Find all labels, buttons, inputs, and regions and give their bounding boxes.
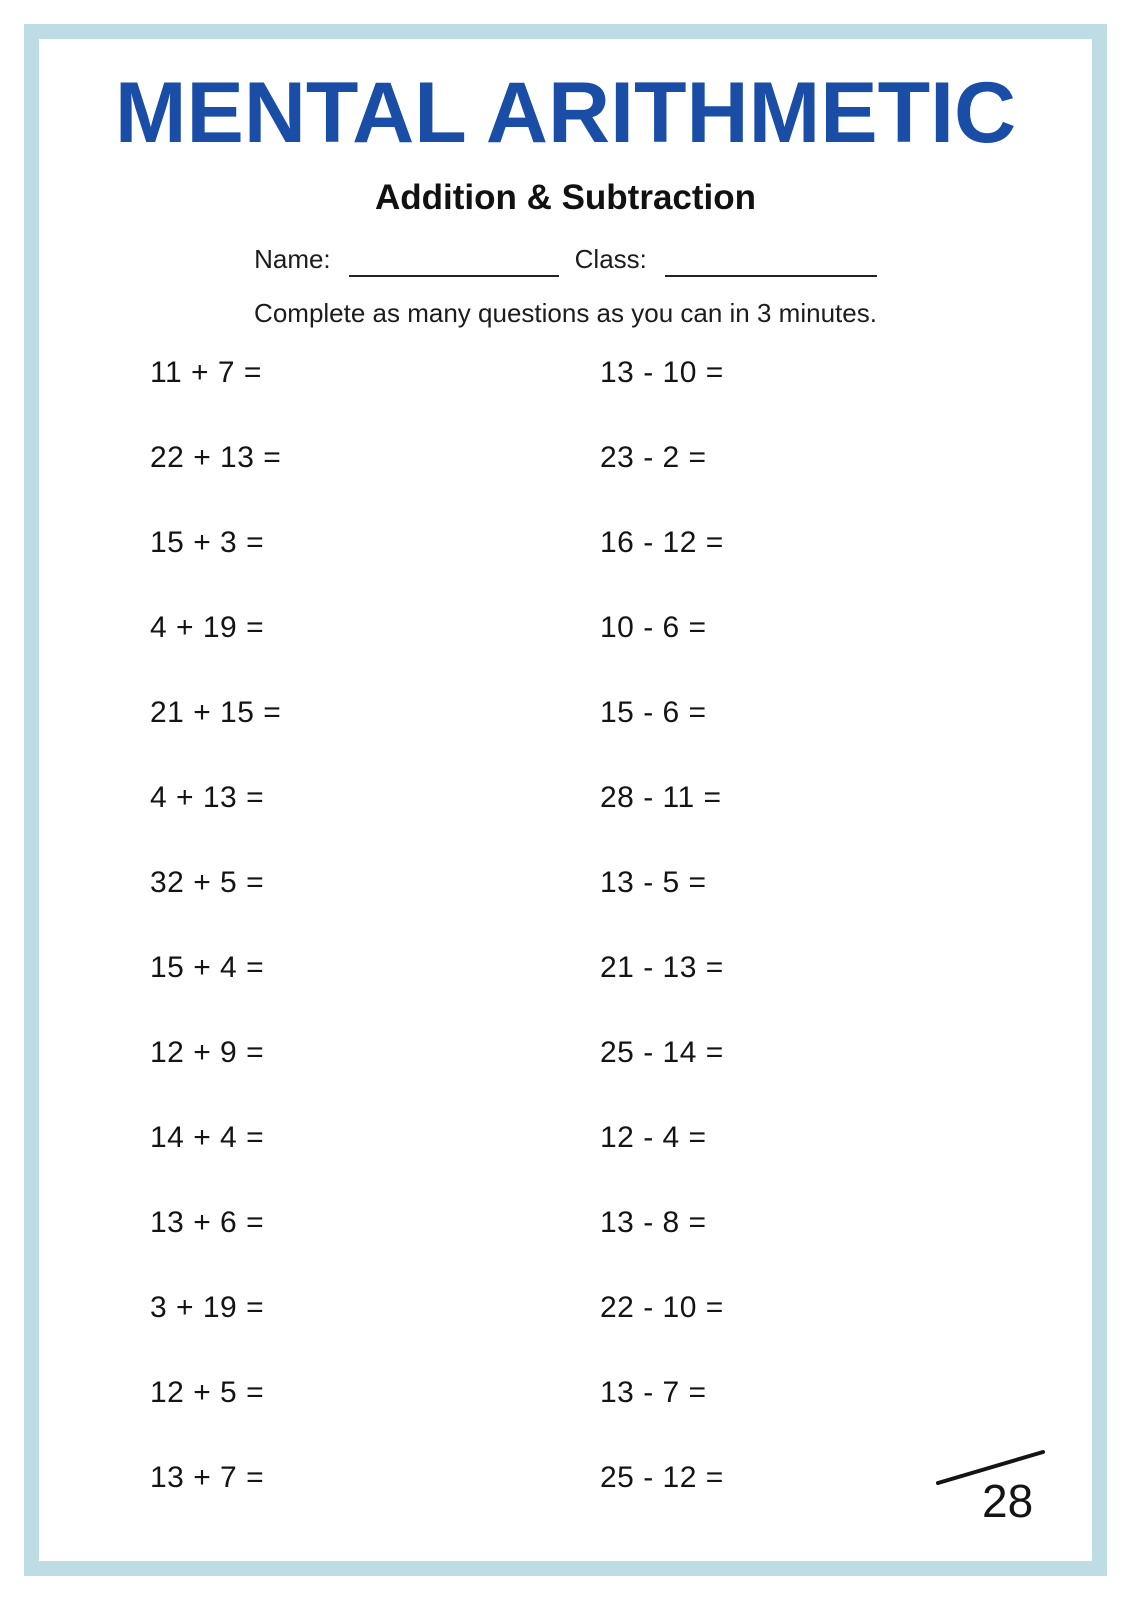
problem-left-4: 4 + 19 = xyxy=(150,610,265,644)
problem-left-10: 14 + 4 = xyxy=(150,1120,265,1154)
class-label: Class: xyxy=(574,244,647,274)
problem-left-11: 13 + 6 = xyxy=(150,1205,265,1239)
score-total: 28 xyxy=(982,1475,1034,1527)
problems-grid xyxy=(150,330,1051,1520)
problem-right-9: 25 - 14 = xyxy=(600,1035,724,1069)
problem-left-13: 12 + 5 = xyxy=(150,1375,265,1409)
problem-left-7: 32 + 5 = xyxy=(150,865,265,899)
score-mark xyxy=(930,1440,1060,1530)
problem-right-7: 13 - 5 = xyxy=(600,865,707,899)
problem-right-5: 15 - 6 = xyxy=(600,695,707,729)
problem-right-1: 13 - 10 = xyxy=(600,355,724,389)
problem-right-11: 13 - 8 = xyxy=(600,1205,707,1239)
problem-right-3: 16 - 12 = xyxy=(600,525,724,559)
page-subtitle: Addition & Subtraction xyxy=(374,178,757,217)
problem-right-2: 23 - 2 = xyxy=(600,440,707,474)
problem-right-4: 10 - 6 = xyxy=(600,610,707,644)
name-class-row xyxy=(0,244,1131,277)
problem-left-9: 12 + 9 = xyxy=(150,1035,265,1069)
page-title: MENTAL ARITHMETIC xyxy=(114,65,1017,161)
problem-left-14: 13 + 7 = xyxy=(150,1460,265,1494)
class-blank-line xyxy=(665,247,877,277)
problem-left-8: 15 + 4 = xyxy=(150,950,265,984)
instruction-text: Complete as many questions as you can in 3 minutes. xyxy=(254,298,877,328)
problem-left-1: 11 + 7 = xyxy=(150,355,262,389)
problem-right-14: 25 - 12 = xyxy=(600,1460,724,1494)
problem-right-13: 13 - 7 = xyxy=(600,1375,707,1409)
problem-left-12: 3 + 19 = xyxy=(150,1290,265,1324)
name-label: Name: xyxy=(254,244,331,274)
problem-left-6: 4 + 13 = xyxy=(150,780,265,814)
problem-right-12: 22 - 10 = xyxy=(600,1290,724,1324)
problem-left-5: 21 + 15 = xyxy=(150,695,282,729)
problem-left-3: 15 + 3 = xyxy=(150,525,265,559)
problem-right-10: 12 - 4 = xyxy=(600,1120,707,1154)
problem-right-6: 28 - 11 = xyxy=(600,780,722,814)
problem-left-2: 22 + 13 = xyxy=(150,440,282,474)
name-blank-line xyxy=(349,247,559,277)
problem-right-8: 21 - 13 = xyxy=(600,950,724,984)
